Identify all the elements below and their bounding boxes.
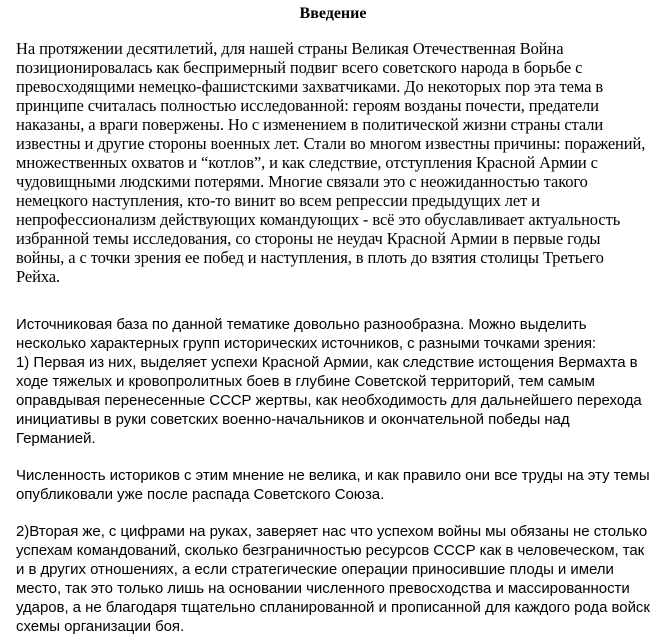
- text-line: несколько характерных групп исторических источников, с разными точками зрения:: [16, 335, 597, 352]
- page-title: Введение: [299, 5, 367, 22]
- text-line: избранной темы исследования, со стороны не неудач Красной Армии в первые годы: [16, 229, 601, 248]
- text-line: ударов, а не благодаря тщательно спланированной и прописанной для каждого рода войск: [16, 599, 650, 616]
- text-line: Источниковая база по данной тематике довольно разнообразна. Можно выделить: [16, 316, 587, 333]
- text-line: Рейха.: [16, 267, 60, 286]
- text-line: и в других отношениях, а если стратегические операции приносившие плоды и имели: [16, 561, 614, 578]
- text-line: превосходящими немецко-фашистскими захватчиками. До некоторых пор эта тема в: [16, 77, 604, 96]
- text-line: принципе считалась полностью исследованной: героям возданы почести, предатели: [16, 96, 599, 115]
- text-line: известны и другие стороны военных лет. Стали во многом известны причины: поражений,: [16, 134, 646, 153]
- text-line: непрофессионализм действующих командующих - всё это обуславливает актуальность: [16, 210, 621, 229]
- text-line: ходе тяжелых и кровопролитных боев в глубине Советской территорий, тем самым: [16, 373, 595, 390]
- text-line: инициативы в руки советских военно-начальников и окончательной победы над: [16, 411, 570, 428]
- text-line: множественных охватов и “котлов”, и как следствие, отступления Красной Армии с: [16, 153, 598, 172]
- text-line: Численность историков с этим мнение не велика, и как правило они все труды на эту темы: [16, 467, 650, 484]
- text-line: немецкого наступления, кто-то винит во всем репрессии предыдущих лет и: [16, 191, 540, 210]
- text-line: 1) Первая из них, выделяет успехи Красной Армии, как следствие истощения Вермахта в: [16, 354, 638, 371]
- text-line: войны, а с точки зрения ее побед и наступления, в плоть до взятия столицы Третьего: [16, 248, 604, 267]
- text-line: успехам командований, сколько безграничностью ресурсов СССР как в человеческом, так: [16, 542, 645, 559]
- text-line: наказаны, а враги повержены. Но с изменением в политической жизни страны стали: [16, 115, 604, 134]
- text-line: опубликовали уже после распада Советского Союза.: [16, 486, 385, 503]
- text-line: На протяжении десятилетий, для нашей страны Великая Отечественная Война: [16, 39, 564, 58]
- text-line: 2)Вторая же, с цифрами на руках, заверяет нас что успехом войны мы обязаны не столько: [16, 523, 648, 540]
- text-line: схемы организации боя.: [16, 618, 185, 635]
- text-line: Германией.: [16, 430, 96, 447]
- text-line: чудовищными людскими потерями. Многие связали это с неожиданностью такого: [16, 172, 588, 191]
- text-line: место, так это только лишь на основании численного превосходства и массированности: [16, 580, 630, 597]
- text-line: оправдывая перенесенные СССР жертвы, как необходимость для дальнейшего перехода: [16, 392, 642, 409]
- text-line: позиционировалась как беспримерный подвиг всего советского народа в борьбе с: [16, 58, 583, 77]
